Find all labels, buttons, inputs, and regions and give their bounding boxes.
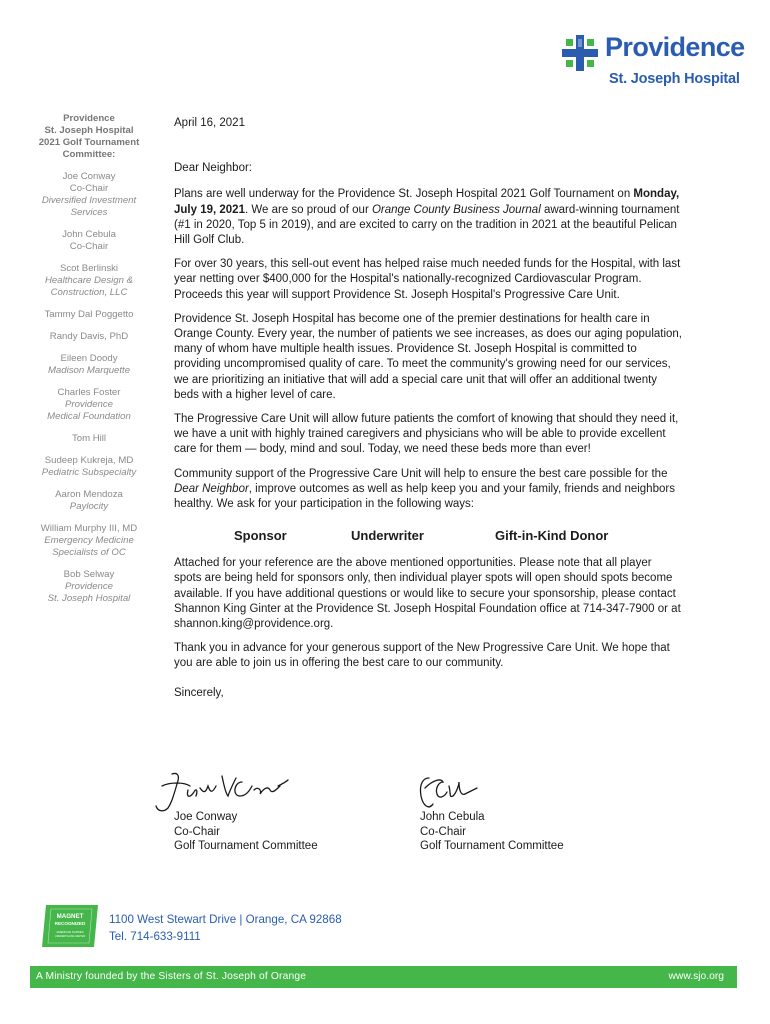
option-sponsor: Sponsor — [234, 528, 287, 544]
paragraph-6: Attached for your reference are the above mentioned opportunities. Please note that all player spots are being held for sponsors only, then individual player spots will open should spots become available. If you have additional questions or would like to secure your sponsorship, please contact Shannon King Ginter at the Providence St. Joseph Hospital Foundation office at 714-347-7900 or at shannon.king@providence.org. — [174, 557, 681, 631]
member-organization: St. Joseph Hospital — [47, 593, 131, 604]
svg-text:CREDENTIALING CENTER: CREDENTIALING CENTER — [55, 935, 85, 938]
member-role: Co-Chair — [69, 183, 109, 194]
member-organization: Healthcare Design & — [45, 275, 133, 286]
signer-title: Co-Chair — [174, 825, 221, 838]
participation-options — [174, 528, 682, 546]
option-underwriter: Underwriter — [351, 528, 424, 544]
salutation: Dear Neighbor: — [174, 162, 252, 175]
committee-member — [30, 523, 148, 559]
magnet-recognized-badge — [42, 903, 98, 949]
member-name: Charles Foster — [57, 387, 121, 398]
member-name: Randy Davis, PhD — [49, 331, 129, 342]
member-organization: Providence — [65, 581, 113, 592]
committee-members — [30, 171, 148, 605]
member-organization: Services — [70, 207, 108, 218]
committee-member — [30, 569, 148, 605]
member-name: John Cebula — [62, 229, 116, 240]
letter-body — [174, 116, 682, 701]
member-name: Sudeep Kukreja, MD — [44, 455, 134, 466]
signature-area — [150, 768, 710, 858]
member-organization: Diversified Investment — [41, 195, 137, 206]
committee-member — [30, 309, 148, 321]
committee-member — [30, 229, 148, 253]
committee-member — [30, 353, 148, 377]
paragraph-3: Providence St. Joseph Hospital has become one of the premier destinations for health care in Orange County. Every year, the number of patients we see increases, as does our aging population, many of whom have multiple health issues. Providence St. Joseph Hospital is committed to providing uncompromised quality of care. To meet the community's growing need for our services, we are prioritizing an initiative that will add a special care unit that will offer an additional twenty beds with a higher level of care. — [174, 312, 683, 401]
logo-subtitle: St. Joseph Hospital — [609, 71, 740, 87]
signer-title: Co-Chair — [420, 825, 467, 838]
committee-member — [30, 489, 148, 513]
member-name: Aaron Mendoza — [55, 489, 123, 500]
footer-bar — [30, 966, 737, 988]
committee-heading: Providence St. Joseph Hospital 2021 Golf Tournament Committee: — [38, 113, 140, 160]
member-organization: Medical Foundation — [47, 411, 131, 422]
paragraph-4: The Progressive Care Unit will allow future patients the comfort of knowing that should they need it, we have a unit with highly trained caregivers and physicians who will be able to provide excellent care for them — body, mind and soul. Today, we need these beds more than ever! — [174, 413, 679, 456]
member-name: William Murphy III, MD — [40, 523, 138, 534]
committee-member — [30, 171, 148, 219]
member-organization: Emergency Medicine — [44, 535, 134, 546]
member-name: Joe Conway — [62, 171, 116, 182]
website-link[interactable]: www.sjo.org — [668, 971, 724, 982]
member-name: Tom Hill — [71, 433, 107, 444]
member-organization: Specialists of OC — [52, 547, 126, 558]
member-role: Co-Chair — [69, 241, 109, 252]
signature-block-1 — [174, 810, 318, 854]
letter-date: April 16, 2021 — [174, 117, 245, 129]
member-name: Bob Selway — [63, 569, 115, 580]
publication-name: Orange County Business Journal — [371, 203, 541, 216]
svg-text:AMERICAN NURSES: AMERICAN NURSES — [56, 930, 84, 934]
committee-member — [30, 263, 148, 299]
committee-member — [30, 433, 148, 445]
committee-member — [30, 331, 148, 343]
footer-tagline: A Ministry founded by the Sisters of St. Joseph of Orange — [36, 971, 307, 982]
option-gift-in-kind: Gift-in-Kind Donor — [495, 528, 609, 544]
member-organization: Madison Marquette — [47, 365, 131, 376]
street-address: 1100 West Stewart Drive | Orange, CA 92868 — [109, 913, 342, 926]
paragraph-5: Community support of the Progressive Care Unit will help to ensure the best care possible for the Dear Neighbor, improve outcomes as well as help keep you and your family, friends and neighbors healthy. We ask for your participation in the following ways: — [174, 467, 675, 511]
svg-text:MAGNET: MAGNET — [56, 913, 84, 920]
signer-name: Joe Conway — [174, 811, 238, 823]
providence-logo — [562, 32, 745, 90]
member-organization: Paylocity — [69, 501, 109, 512]
cross-icon — [562, 35, 598, 71]
event-date: Monday, July 19, 2021 — [174, 188, 680, 216]
footer-address — [109, 911, 342, 945]
member-name: Scot Berlinski — [59, 263, 119, 274]
paragraph-2: For over 30 years, this sell-out event has helped raise much needed funds for the Hospital, with last year netting over $400,000 for the Hospital's nationally-recognized Cardiovascular Program. Proceeds this year will support Providence St. Joseph Hospital's Progressive Care Unit. — [174, 258, 681, 301]
paragraph-7: Thank you in advance for your generous support of the New Progressive Care Unit. We hope that you are able to join us in offering the best care to our community. — [174, 642, 670, 670]
committee-sidebar — [30, 113, 148, 605]
signature-john-cebula — [415, 774, 485, 814]
signer-name: John Cebula — [420, 811, 485, 823]
svg-text:RECOGNIZED: RECOGNIZED — [54, 921, 86, 926]
member-organization: Construction, LLC — [50, 287, 128, 298]
signer-committee: Golf Tournament Committee — [420, 840, 564, 853]
member-organization: Providence — [65, 399, 113, 410]
signature-block-2 — [420, 810, 564, 854]
paragraph-1: Plans are well underway for the Providence St. Joseph Hospital 2021 Golf Tournament on Monday, July 19, 2021. We are so proud of our Orange County Business Journal award-winning tournament (#1 in 2020, Top 5 in 2019), and are excited to carry on the tradition in 2021 at the beautiful Pelican Hill Golf Club. — [174, 188, 680, 247]
committee-member — [30, 387, 148, 423]
signature-joe-conway — [150, 768, 290, 816]
signer-committee: Golf Tournament Committee — [174, 840, 318, 853]
member-organization: Pediatric Subspecialty — [41, 467, 137, 478]
member-name: Tammy Dal Poggetto — [44, 309, 134, 320]
closing: Sincerely, — [174, 686, 224, 699]
phone-number: Tel. 714-633-9111 — [109, 930, 201, 943]
logo-name: Providence — [605, 32, 745, 62]
committee-member — [30, 455, 148, 479]
member-name: Eileen Doody — [60, 353, 118, 364]
